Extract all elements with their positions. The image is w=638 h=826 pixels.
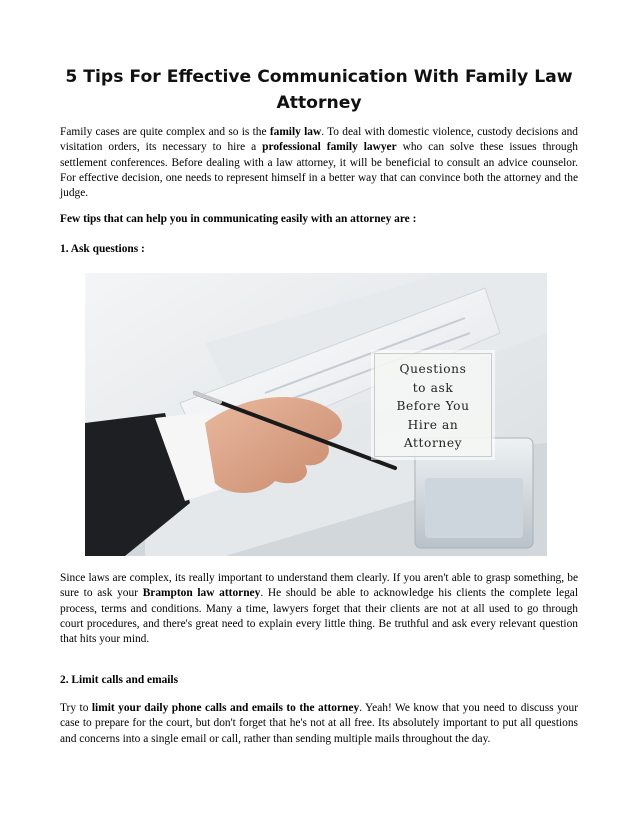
intro-text-1: Family cases are quite complex and so is the [60, 126, 270, 138]
tip2-text-2: . Yeah! We know that you need to discuss your case to prepare for the court, but don't forget that he's not at all free. Its absolutely important to put all questions and concerns into a single email or call, rather than sending multiple mails throughout the day. [60, 702, 578, 745]
tips-heading: Few tips that can help you in communicating easily with an attorney are : [60, 213, 417, 225]
tip1-text-2: . He should be able to acknowledge his clients the complete legal process, terms and conditions. Many a time, lawyers forget that their clients are not at all used to go through court procedures, and there's great need to explain every little thing. Be truthful and ask every relevant question that hits your mind. [60, 587, 578, 646]
intro-text-2: . To deal with domestic violence, custody decisions and visitation orders, its necessary to hire a [60, 126, 578, 154]
tip2-text-1: Try to [60, 702, 92, 714]
page-title: 5 Tips For Effective Communication With Family Law Attorney [65, 67, 573, 113]
professional-lawyer-bold: professional family lawyer [262, 141, 397, 154]
caption-line: Questions [399, 362, 467, 376]
tip2-paragraph [60, 701, 578, 747]
caption-line: Before You [396, 399, 470, 414]
caption-line: to ask [412, 380, 454, 395]
tip1-paragraph [60, 571, 578, 647]
tip2-heading: 2. Limit calls and emails [60, 674, 179, 686]
intro-paragraph [60, 125, 578, 201]
lawyer-photo [85, 273, 547, 556]
tip1-heading: 1. Ask questions : [60, 243, 145, 255]
tip1-text-1: Since laws are complex, its really important to understand them clearly. If you aren't able to grasp something, be sure to ask your [60, 572, 578, 600]
caption-line: Hire an [407, 417, 459, 432]
limit-calls-bold: limit your daily phone calls and emails to the attorney [91, 702, 360, 714]
family-law-bold: family law [269, 126, 322, 138]
image-caption-card [374, 353, 492, 457]
caption-line: Attorney [403, 436, 463, 451]
intro-text-3: who can solve these issues through settlement conferences. Before dealing with a law attorney, it will be beneficial to consult an advice counselor. For effective decision, one needs to represent himself in a better way that can convince both the attorney and the judge. [60, 141, 578, 200]
brampton-attorney-bold: Brampton law attorney [142, 587, 261, 600]
